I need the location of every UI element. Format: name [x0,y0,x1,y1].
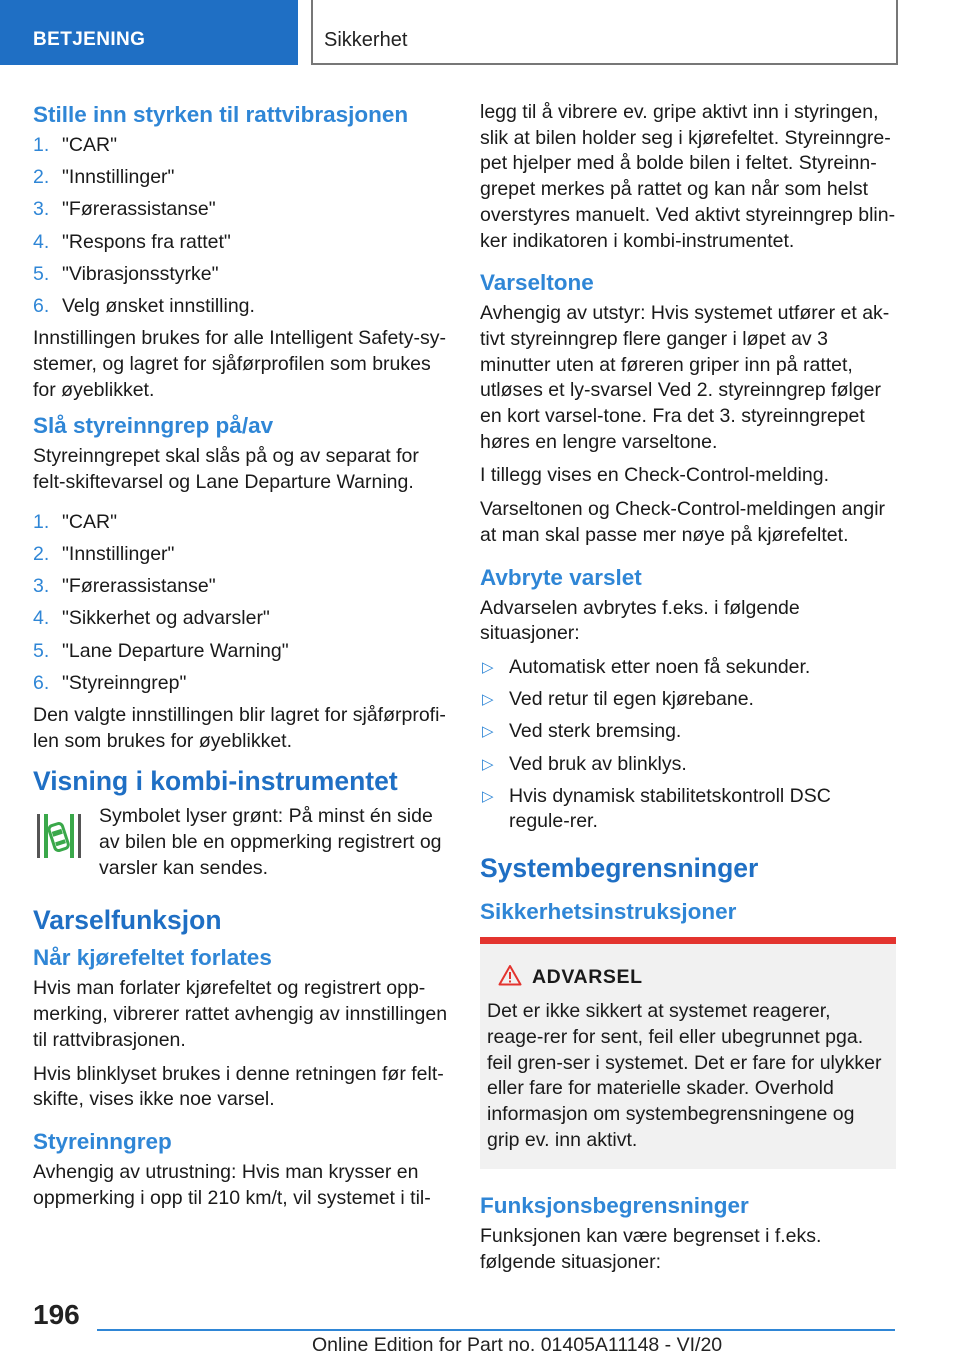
list-item: 4. "Respons fra rattet" [33,230,231,253]
warning-title [498,964,886,991]
function-limits-heading: Funksjonsbegrensninger [480,1193,749,1219]
warning-label: ADVARSEL [532,966,643,989]
list-item: 6. Velg ønsket innstilling. [33,295,255,318]
function-limits-text: Funksjonen kan være begrenset i f.eks. følgende situasjoner: [480,1225,822,1274]
vibration-heading: Stille inn styrken til rattvibrasjonen [33,102,409,127]
list-item: ▷ Hvis dynamisk stabilitetskontroll DSC regule-rer. [482,784,831,833]
steering-steps [33,510,451,697]
list-item: 5. "Vibrasjonsstyrke" [33,262,219,285]
list-item: 6. "Styreinngrep" [33,671,187,694]
list-item: 2. "Innstillinger" [33,166,175,189]
steering-toggle-heading: Slå styreinngrep på/av [33,413,274,439]
warning-triangle-icon [498,964,522,991]
continuation-text: legg til å vibrere ev. gripe aktivt inn i styringen, slik at bilen holder seg i kjørefeltet. Styreinngre-pet hjelper med å bolde bilen i feltet. Styreinn-grepet merkes på rattet og kan når som helst overstyres manuelt. Ved aktivt styreinngrep blin-ker indikatoren i kombi-instrumentet. [480,101,896,252]
list-item: 1. "CAR" [33,134,118,156]
list-item: 2. "Innstillinger" [33,542,175,565]
chapter-tab [311,0,898,65]
warning-box [480,937,896,1169]
section-label: BETJENING [33,29,146,50]
warning-tone-p3: Varseltonen og Check-Control-meldingen angir at man skal passe mer nøye på kjørefeltet. [480,498,886,546]
vibration-note: Innstillingen brukes for alle Intelligent Safety-sy-stemer, og lagret for sjåførprofilen som brukes for øyeblikket. [33,327,446,401]
list-item: 3. "Førerassistanse" [33,575,216,598]
triangle-bullet-icon: ▷ [482,787,494,805]
edition-note: Online Edition for Part no. 01405A11148 - VI/20 [312,1334,723,1356]
warning-tone-p2: I tillegg vises en Check-Control-melding. [480,464,829,487]
list-item: ▷ Ved retur til egen kjørebane. [480,687,896,713]
triangle-bullet-icon: ▷ [482,658,494,676]
vibration-steps [33,133,451,320]
lane-departure-indicator-icon [33,810,85,862]
list-item: 4. "Sikkerhet og advarsler" [33,607,270,630]
steering-intervention-heading: Styreinngrep [33,1128,172,1154]
system-limits-heading: Systembegrensninger [480,853,759,884]
steering-note: Den valgte innstillingen blir lagret for sjåførprofi-len som brukes for øyeblikket. [33,703,446,752]
section-tab [0,0,298,65]
list-item: ▷ Ved bruk av blinklys. [480,752,896,778]
footer-divider [97,1329,895,1331]
triangle-bullet-icon: ▷ [482,723,494,741]
list-item: 1. "CAR" [33,510,118,533]
triangle-bullet-icon: ▷ [482,755,494,773]
chapter-label: Sikkerhet [324,29,408,51]
triangle-bullet-icon: ▷ [482,691,494,709]
display-heading: Visning i kombi-instrumentet [33,766,398,797]
list-item: 5. "Lane Departure Warning" [33,639,289,662]
leaving-lane-p2: Hvis blinklyset brukes i denne retningen før felt-skifte, vises ikke noe varsel. [33,1062,444,1111]
leaving-lane-p1: Hvis man forlater kjørefeltet og registrert opp-merking, vibrerer rattet avhengig av innstillingen til rattvibrasjonen. [33,977,448,1051]
page-number: 196 [33,1299,80,1330]
cancel-warning-heading: Avbryte varslet [480,564,642,590]
left-column [33,100,451,1219]
list-item: ▷ Automatisk etter noen få sekunder. [480,655,896,681]
right-column [480,100,896,1284]
warning-tone-heading: Varseltone [480,270,594,296]
list-item: ▷ Ved sterk bremsing. [480,719,896,745]
warning-text: Det er ikke sikkert at systemet reagerer, reage-rer for sent, feil eller ubegrunnet pga. feil gren-ser i systemet. Det er fare for ulykker eller fare for materielle skader. Overhold informasjon om systembegrensningene og grip ev. inn aktivt. [487,1000,882,1151]
warning-function-heading: Varselfunksjon [33,905,222,936]
leaving-lane-heading: Når kjørefeltet forlates [33,945,272,971]
list-item: 3. "Førerassistanse" [33,198,216,221]
steering-intervention-text: Avhengig av utrustning: Hvis man krysser en oppmerking i opp til 210 km/t, vil systemet i til- [33,1160,431,1209]
indicator-block [33,804,451,881]
steering-toggle-intro: Styreinngrepet skal slås på og av separat for felt-skiftevarsel og Lane Departure Warning. [33,445,419,494]
safety-instructions-heading: Sikkerhetsinstruksjoner [480,899,737,925]
warning-tone-p1: Avhengig av utstyr: Hvis systemet utfører et ak-tivt styreinngrep flere ganger i løpet av 3 minutter uten at føreren griper inn på rattet, utløses et ly-svarsel Ved 2. styreinngrep følger en kort varsel-tone. Fra det 3. styreinngrepet høres en lengre varseltone. [480,302,890,453]
display-text: Symbolet lyser grønt: På minst én side av bilen ble en oppmerking registrert og varsler kan sendes. [99,805,442,879]
cancel-warning-intro: Advarselen avbrytes f.eks. i følgende situasjoner: [480,596,800,645]
cancel-warning-list [480,655,896,835]
